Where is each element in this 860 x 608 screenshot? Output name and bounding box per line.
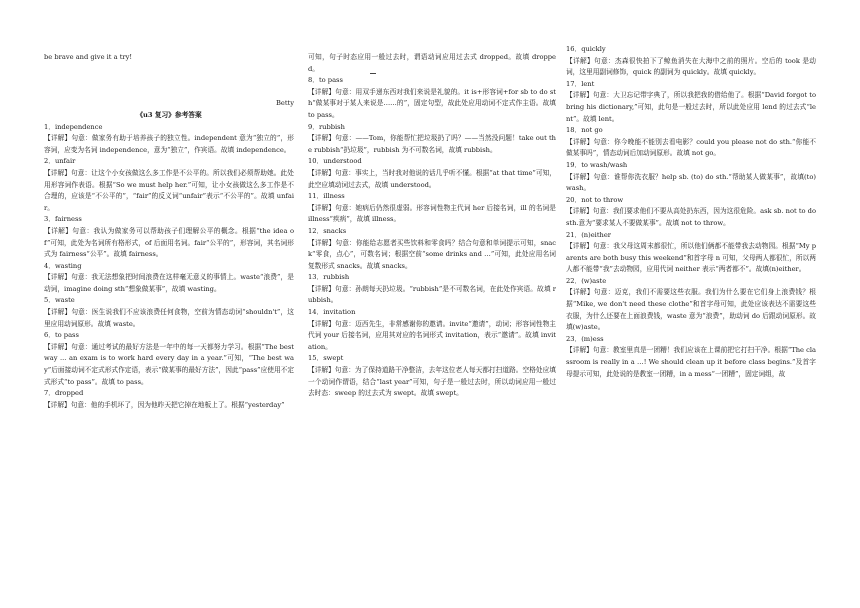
answer-head: 17．lent bbox=[566, 79, 595, 88]
answer-body: 【详解】句意：事实上，当时我对他说的话几乎听不懂。根据“at that time”可知，此空应填动词过去式，故填 understood。 bbox=[308, 168, 556, 189]
answer-body: 【详解】句意：用双手递东西对我们来说是礼貌的。it is+形容词+for sb to do sth“做某事对于某人来说是……的”，固定句型，故此处应用动词不定式作主语。故填 to pass。 bbox=[308, 87, 556, 119]
answer-body: 【详解】句意：——Tom，你能帮忙把垃圾扔了吗？——当然没问题！take out the rubbish“扔垃圾”，rubbish 为不可数名词，故填 rubbish。 bbox=[308, 134, 556, 154]
answer-body: 【详解】句意：我认为做家务可以帮助孩子们理解公平的概念。根据“the idea of”可知，此处为名词所有格形式，of 后面用名词。fair“公平的”，形容词，其名词形式为 fairness“公平”。故填 fairness。 bbox=[44, 226, 294, 259]
answer-key-title: 《u3 复习》参考答案 bbox=[136, 110, 202, 119]
answer-head: 8．to pass bbox=[308, 76, 343, 85]
answer-body: 【详解】句意：我无法想象把时间浪费在这样毫无意义的事情上。waste“浪费”，是动词，imagine doing sth“想象做某事”，故填 wasting。 bbox=[44, 273, 294, 293]
answer-head: 14．invitation bbox=[308, 308, 356, 317]
answer-body: 【详解】句意：杰森很快拍下了鲸鱼消失在大海中之前的照片。空后的 took 是动词，这里用副词修饰，quick 的副词为 quickly。故填 quickly。 bbox=[566, 56, 816, 77]
signature: Betty bbox=[275, 99, 294, 108]
column-right bbox=[566, 44, 816, 380]
answer-head: 5．waste bbox=[44, 296, 75, 305]
answer-head: 10．understood bbox=[308, 157, 362, 166]
answer-head: 7．dropped bbox=[44, 389, 84, 398]
answer-head: 23．(m)ess bbox=[566, 334, 604, 343]
answer-body: 【详解】句意：做家务有助于培养孩子的独立性。independent 意为“独立的”，形容词，应变为名词 independence，意为“独立”，作宾语。故填 independence。 bbox=[44, 134, 294, 154]
answer-head: 11．illness bbox=[308, 192, 345, 201]
intro-line: be brave and give it a try! bbox=[44, 53, 133, 61]
answer-body: 【详解】句意：她病后仍然很虚弱。形容词性物主代词 her 后接名词，ill 的名词是 illness“疾病”，故填 illness。 bbox=[308, 203, 556, 224]
answer-body: 【详解】句意：通过考试的最好方法是一年中的每一天都努力学习。根据“The best way ... an exam is to work hard every day in a year.”可知，“The best way”后面接动词不定式形式作定语，表示“做某事的最好方法”，因此“pass”应使用不定式形式“to pass”。故填 to pass。 bbox=[44, 342, 295, 386]
answer-head: 20．not to throw bbox=[566, 195, 624, 204]
answer-head: 9．rubbish bbox=[308, 122, 345, 131]
answer-head: 16．quickly bbox=[566, 45, 606, 53]
answer-head: 3．fairness bbox=[44, 215, 82, 224]
answer-body: 【详解】句意：我父母这周末都很忙，所以他们俩都不能带我去动物园。根据“My parents are both busy this weekend”和首字母 n 可知，父母两人都很忙，所以两人都不能带“我”去动物园，应用代词 neither 表示“两者都不”。故填(n)either。 bbox=[566, 242, 816, 274]
answer-body: 【详解】句意：迈克，我们不需要这些衣服。我们为什么要在它们身上浪费钱？根据“Mike, we don't need these clothe”和首字母可知，此处应该表达不需要这些衣服，为什么还要在上面浪费钱，waste 意为“浪费”，助动词 do 后跟动词原形。故填(w)aste。 bbox=[566, 288, 816, 332]
answer-body: 【详解】句意：让这个小女孩做这么多工作是不公平的。所以我们必须帮助她。此处用形容词作表语。根据“So we must help her.”可知，让小女孩做这么多工作是不合理的，应该是“不公平的”，“fair”的反义词“unfair”表示“不公平的”。故填 unfair。 bbox=[44, 168, 294, 212]
answer-head: 2．unfair bbox=[44, 157, 76, 166]
answer-body: 【详解】句意：我们要求他们不要从高处扔东西，因为这很危险。ask sb. not to do sth.意为“要求某人不要做某事”。故填 not to throw。 bbox=[566, 207, 816, 227]
answer-head: 6．to pass bbox=[44, 331, 79, 340]
answer-head: 12．snacks bbox=[308, 226, 347, 235]
answer-body: 【详解】句意：为了保持道路干净整洁，去年这位老人每天都打扫道路。空格处应填一个动词作谓语，结合“last year”可知，句子是一般过去时，所以动词应用一般过去时态：sweep 的过去式为 swept。故填 swept。 bbox=[308, 366, 556, 398]
continued-text: 可知，句子时态应用一般过去时，谓语动词应用过去式 dropped。故填 dropped。 bbox=[308, 53, 556, 73]
column-middle bbox=[308, 52, 556, 400]
answer-head: 4．wasting bbox=[44, 261, 82, 270]
column-left bbox=[44, 52, 294, 411]
answer-body: 【详解】句意：你今晚能不能别去看电影？could you please not do sth.“你能不做某事吗”，情态动词后加动词原形。故填 not go。 bbox=[566, 137, 816, 158]
answer-body: 【详解】句意：他的手机坏了，因为他昨天把它掉在地板上了。根据“yesterday” bbox=[44, 400, 285, 409]
answer-body: 【详解】句意：教室里真是一团糟！我们应该在上课前把它打扫干净。根据“The classroom is really in a …! We should clean up it before class begins.”及首字母提示可知，此处说的是教室一团糟，in a mess“一团糟”，固定词组，故 bbox=[566, 346, 816, 378]
answer-head: 13．rubbish bbox=[308, 273, 350, 282]
answer-head: 21．(n)either bbox=[566, 230, 611, 239]
answer-body: 【详解】句意：谁帮你洗衣服？help sb. (to) do sth.“帮助某人做某事”，故填(to) wash。 bbox=[566, 172, 816, 193]
answer-body: 【详解】句意：大卫忘记带字典了，所以我把我的借给他了。根据“David forgot to bring his dictionary,”可知，此句是一般过去时，所以此处应用 lend 的过去式“lent”。故填 lent。 bbox=[566, 91, 816, 123]
answer-body: 【详解】句意：你能给志愿者买些饮料和零食吗？结合句意和单词提示可知，snack“零食，点心”，可数名词；根据空前“some drinks and …”可知，此处应用名词复数形式 snacks。故填 snacks。 bbox=[308, 238, 556, 270]
answer-head: 19．to wash/wash bbox=[566, 160, 628, 169]
answer-body: 【详解】句意：孙朗每天扔垃圾。“rubbish”是不可数名词，在此处作宾语。故填 rubbish。 bbox=[308, 284, 556, 305]
answer-body: 【详解】句意：医生说我们不应该浪费任何食物，空前为情态动词“shouldn't”，这里应用动词原形。故填 waste。 bbox=[44, 308, 294, 328]
answer-head: 1．independence bbox=[44, 122, 103, 131]
answer-head: 15．swept bbox=[308, 354, 344, 363]
answer-head: 18．not go bbox=[566, 126, 603, 135]
answer-head: 22．(w)aste bbox=[566, 276, 607, 285]
answer-body: 【详解】句意：迈西先生，非常感谢你的邀请。invite“邀请”，动词；形容词性物主代词 your 后接名词，应用其对应的名词形式 invitation，表示“邀请”。故填 invitation。 bbox=[308, 319, 556, 351]
